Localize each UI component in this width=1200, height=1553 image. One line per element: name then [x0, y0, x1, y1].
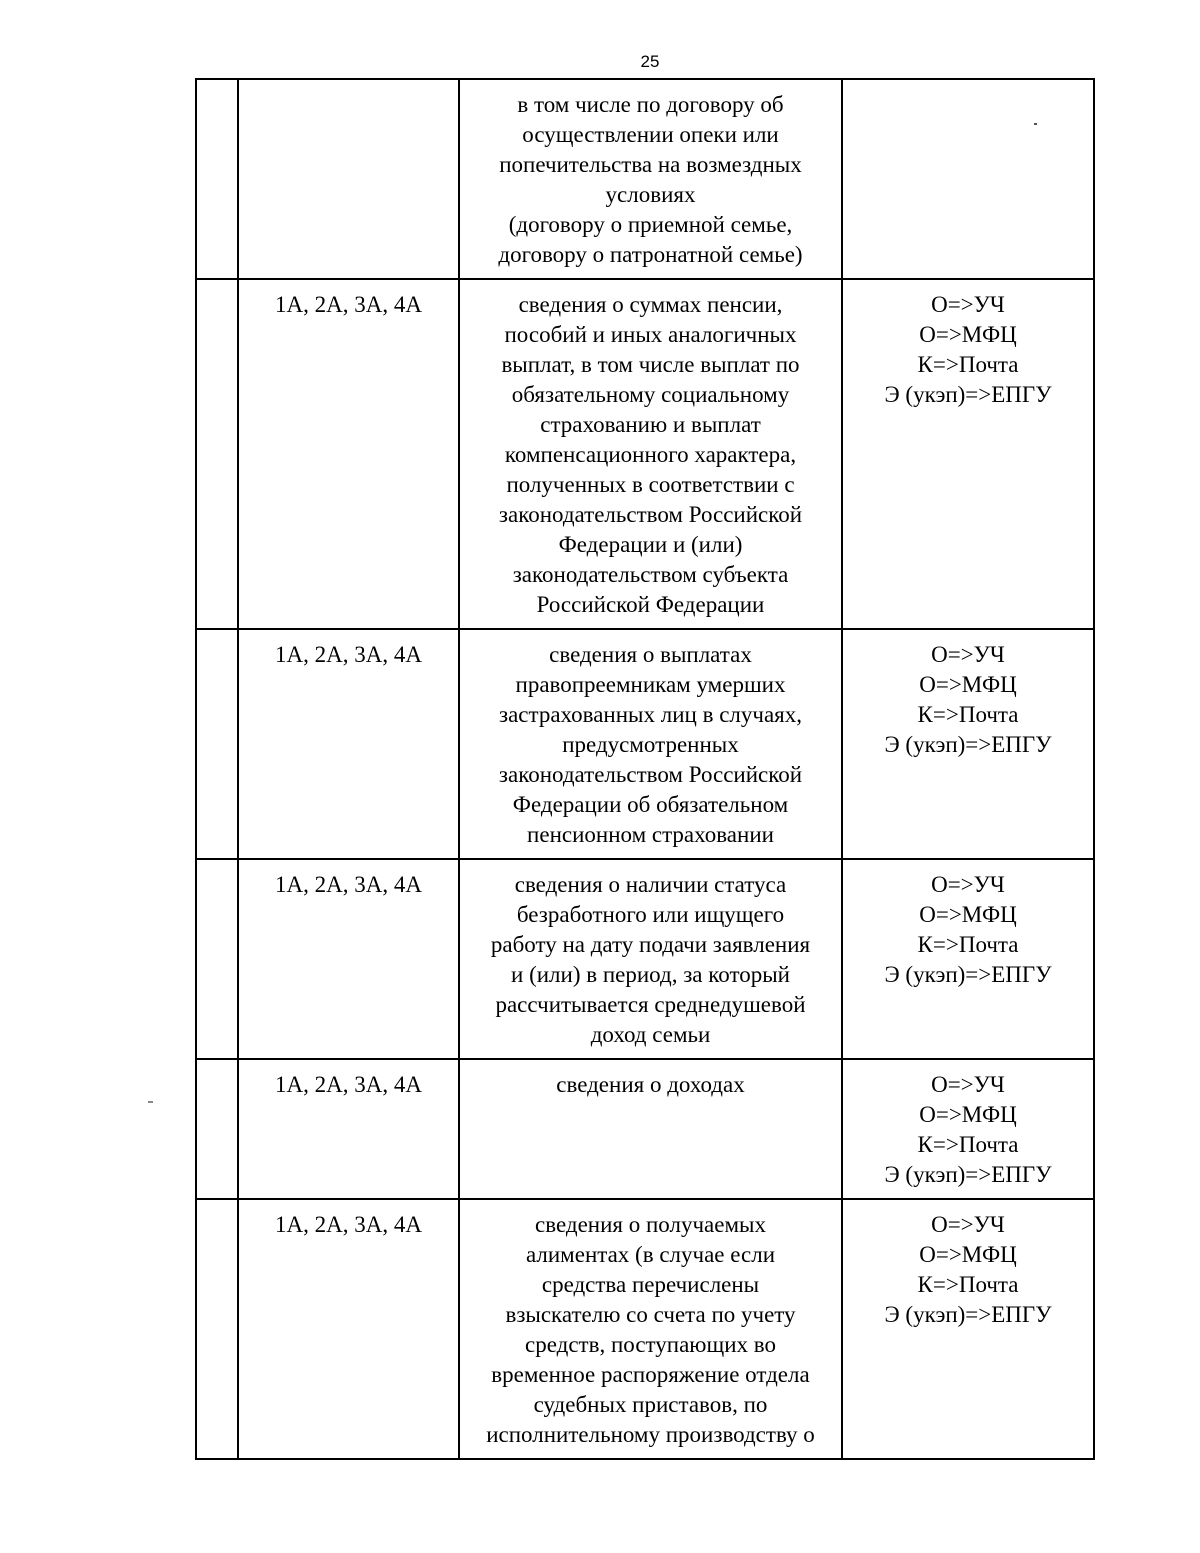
- description-line: сведения о выплатах: [549, 642, 752, 667]
- submission-ways-cell: [842, 279, 1094, 629]
- description-line: и (или) в период, за который: [511, 962, 790, 987]
- submission-ways-cell: [842, 859, 1094, 1059]
- submission-way: О=>УЧ: [931, 872, 1005, 897]
- submission-way: К=>Почта: [917, 932, 1019, 957]
- description-cell: [459, 79, 842, 279]
- description-line: (договору о приемной семье,: [508, 212, 793, 237]
- categories-cell: 1А, 2А, 3А, 4А: [238, 859, 459, 1059]
- description-line: алиментах (в случае если: [525, 1242, 776, 1267]
- description-line: компенсационного характера,: [504, 442, 797, 467]
- submission-way: О=>УЧ: [931, 1212, 1005, 1237]
- submission-way: О=>МФЦ: [919, 1242, 1017, 1267]
- description-line: застрахованных лиц в случаях,: [499, 702, 802, 727]
- submission-way: К=>Почта: [917, 702, 1019, 727]
- description-line: законодательством Российской: [498, 762, 803, 787]
- description-line: обязательному социальному: [511, 382, 790, 407]
- index-cell: [196, 859, 238, 1059]
- submission-way: Э (укэп)=>ЕПГУ: [884, 1302, 1052, 1327]
- description-cell: [459, 1059, 842, 1199]
- table-row: [196, 279, 1094, 629]
- submission-way: О=>УЧ: [931, 292, 1005, 317]
- table-row: [196, 859, 1094, 1059]
- submission-ways-cell: [842, 1059, 1094, 1199]
- description-line: законодательством субъекта: [512, 562, 789, 587]
- description-cell: [459, 1199, 842, 1459]
- submission-ways-cell: [842, 79, 1094, 279]
- submission-way: Э (укэп)=>ЕПГУ: [884, 1162, 1052, 1187]
- description-line: средства перечислены: [541, 1272, 760, 1297]
- description-line: правопреемникам умерших: [515, 672, 786, 697]
- index-cell: [196, 1059, 238, 1199]
- index-cell: [196, 79, 238, 279]
- index-cell: [196, 1199, 238, 1459]
- description-line: исполнительному производству о: [486, 1422, 815, 1447]
- description-cell: [459, 629, 842, 859]
- description-line: в том числе по договору об: [517, 92, 784, 117]
- description-line: законодательством Российской: [498, 502, 803, 527]
- description-line: сведения о получаемых: [535, 1212, 766, 1237]
- description-line: выплат, в том числе выплат по: [501, 352, 800, 377]
- table-row: [196, 1199, 1094, 1459]
- description-line: Федерации и (или): [558, 532, 743, 557]
- categories-cell: [238, 79, 459, 279]
- submission-way: Э (укэп)=>ЕПГУ: [884, 382, 1052, 407]
- categories-cell: 1А, 2А, 3А, 4А: [238, 279, 459, 629]
- table-row: [196, 79, 1094, 279]
- description-line: пособий и иных аналогичных: [504, 322, 797, 347]
- description-line: работу на дату подачи заявления: [490, 932, 811, 957]
- description-line: страхованию и выплат: [540, 412, 761, 437]
- submission-way: К=>Почта: [917, 1132, 1019, 1157]
- table-row: [196, 629, 1094, 859]
- description-cell: [459, 859, 842, 1059]
- description-cell: [459, 279, 842, 629]
- description-line: попечительства на возмездных: [499, 152, 802, 177]
- description-line: рассчитывается среднедушевой: [495, 992, 806, 1017]
- description-line: судебных приставов, по: [533, 1392, 768, 1417]
- description-line: договору о патронатной семье): [498, 242, 803, 267]
- categories-cell: 1А, 2А, 3А, 4А: [238, 629, 459, 859]
- description-line: безработного или ищущего: [516, 902, 785, 927]
- submission-way: О=>МФЦ: [919, 322, 1017, 347]
- description-line: сведения о суммах пенсии,: [518, 292, 783, 317]
- submission-ways-cell: [842, 629, 1094, 859]
- description-line: полученных в соответствии с: [506, 472, 795, 497]
- submission-way: О=>УЧ: [931, 1072, 1005, 1097]
- page-number: 25: [640, 52, 660, 71]
- index-cell: [196, 279, 238, 629]
- scan-speck: [1034, 123, 1037, 125]
- submission-ways-cell: [842, 1199, 1094, 1459]
- description-line: осуществлении опеки или: [522, 122, 779, 147]
- description-line: условиях: [605, 182, 696, 207]
- table-row: [196, 1059, 1094, 1199]
- description-line: взыскателю со счета по учету: [505, 1302, 796, 1327]
- categories-cell: 1А, 2А, 3А, 4А: [238, 1199, 459, 1459]
- description-line: Федерации об обязательном: [512, 792, 789, 817]
- submission-way: О=>МФЦ: [919, 902, 1017, 927]
- submission-way: О=>МФЦ: [919, 1102, 1017, 1127]
- description-line: временное распоряжение отдела: [491, 1362, 810, 1387]
- description-line: сведения о доходах: [556, 1072, 745, 1097]
- submission-way: Э (укэп)=>ЕПГУ: [884, 962, 1052, 987]
- description-line: сведения о наличии статуса: [514, 872, 787, 897]
- description-line: доход семьи: [590, 1022, 711, 1047]
- index-cell: [196, 629, 238, 859]
- submission-way: О=>МФЦ: [919, 672, 1017, 697]
- submission-way: Э (укэп)=>ЕПГУ: [884, 732, 1052, 757]
- description-line: пенсионном страховании: [527, 822, 774, 847]
- categories-cell: 1А, 2А, 3А, 4А: [238, 1059, 459, 1199]
- documents-table: [195, 78, 1095, 1460]
- description-line: предусмотренных: [562, 732, 739, 757]
- submission-way: К=>Почта: [917, 352, 1019, 377]
- submission-way: О=>УЧ: [931, 642, 1005, 667]
- scan-speck: [148, 1101, 153, 1103]
- submission-way: К=>Почта: [917, 1272, 1019, 1297]
- description-line: средств, поступающих во: [525, 1332, 776, 1357]
- description-line: Российской Федерации: [536, 592, 765, 617]
